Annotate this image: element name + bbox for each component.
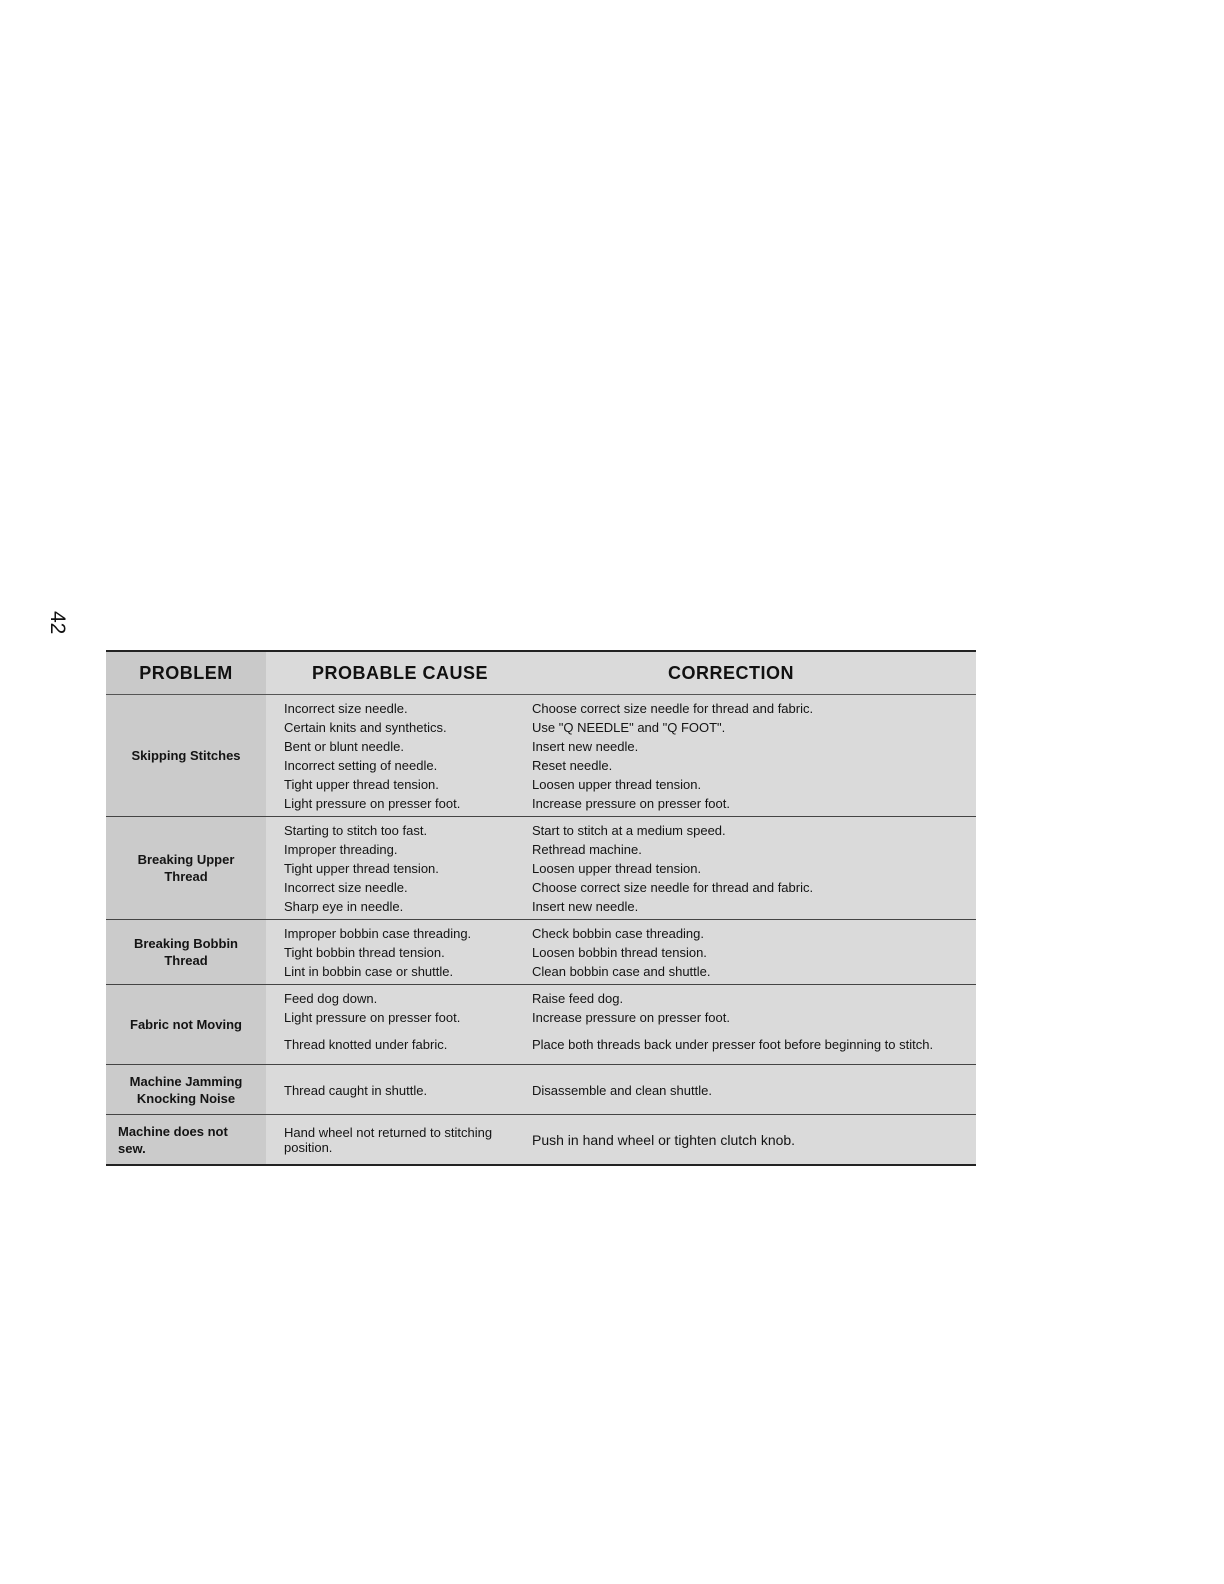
correction-cell: Loosen upper thread tension. — [532, 777, 702, 792]
table-row — [266, 737, 976, 756]
page-number: 42 — [46, 611, 69, 635]
correction-cell: Push in hand wheel or tighten clutch knob. — [532, 1131, 796, 1148]
table-row — [266, 1119, 976, 1161]
problem-label: Fabric not Moving — [106, 985, 266, 1064]
cause-cell: Tight upper thread tension. — [284, 777, 439, 792]
cause-cell: Hand wheel not returned to stitching position. — [284, 1125, 493, 1155]
table-row — [266, 794, 976, 813]
cause-cell: Thread knotted under fabric. — [284, 1036, 448, 1052]
correction-cell: Check bobbin case threading. — [532, 926, 705, 941]
correction-cell: Raise feed dog. — [532, 991, 624, 1006]
cause-cell: Incorrect size needle. — [284, 701, 408, 716]
correction-cell: Use "Q NEEDLE" and "Q FOOT". — [532, 720, 726, 735]
correction-cell: Loosen bobbin thread tension. — [532, 945, 707, 960]
table-row — [266, 1027, 976, 1061]
header-problem: PROBLEM — [106, 652, 266, 694]
correction-cell: Reset needle. — [532, 758, 613, 773]
problem-label: Machine Jamming Knocking Noise — [106, 1065, 266, 1114]
problem-group — [106, 695, 976, 817]
cause-cell: Improper bobbin case threading. — [284, 926, 472, 941]
correction-cell: Clean bobbin case and shuttle. — [532, 964, 711, 979]
correction-cell: Disassemble and clean shuttle. — [532, 1082, 712, 1098]
table-row — [266, 989, 976, 1008]
cause-cell: Incorrect size needle. — [284, 880, 408, 895]
table-header — [106, 652, 976, 695]
table-row — [266, 878, 976, 897]
table-row — [266, 943, 976, 962]
cause-cell: Lint in bobbin case or shuttle. — [284, 964, 454, 979]
problem-label: Machine does not sew. — [106, 1115, 266, 1164]
table-row — [266, 821, 976, 840]
correction-cell: Increase pressure on presser foot. — [532, 796, 730, 811]
correction-cell: Start to stitch at a medium speed. — [532, 823, 726, 838]
correction-cell: Loosen upper thread tension. — [532, 861, 702, 876]
correction-cell: Insert new needle. — [532, 739, 639, 754]
cause-cell: Starting to stitch too fast. — [284, 823, 428, 838]
cause-cell: Bent or blunt needle. — [284, 739, 404, 754]
table-row — [266, 897, 976, 916]
cause-cell: Sharp eye in needle. — [284, 899, 404, 914]
cause-cell: Light pressure on presser foot. — [284, 1010, 461, 1025]
table-row — [266, 775, 976, 794]
header-cause: PROBABLE CAUSE — [312, 662, 489, 683]
table-row — [266, 699, 976, 718]
correction-cell: Choose correct size needle for thread and fabric. — [532, 880, 814, 895]
header-correction: CORRECTION — [668, 662, 794, 683]
cause-cell: Incorrect setting of needle. — [284, 758, 438, 773]
correction-cell: Place both threads back under presser foot before beginning to stitch. — [532, 1036, 934, 1052]
table-row — [266, 756, 976, 775]
correction-cell: Choose correct size needle for thread and fabric. — [532, 701, 814, 716]
table-row — [266, 859, 976, 878]
cause-cell: Certain knits and synthetics. — [284, 720, 447, 735]
problem-label: Breaking Bobbin Thread — [106, 920, 266, 984]
table-row — [266, 718, 976, 737]
cause-cell: Thread caught in shuttle. — [284, 1082, 428, 1098]
table-row — [266, 840, 976, 859]
cause-cell: Tight bobbin thread tension. — [284, 945, 445, 960]
problem-group — [106, 1065, 976, 1115]
problem-group — [106, 1115, 976, 1164]
problem-group — [106, 817, 976, 920]
correction-cell: Insert new needle. — [532, 899, 639, 914]
table-row — [266, 962, 976, 981]
correction-cell: Increase pressure on presser foot. — [532, 1010, 730, 1025]
problem-label: Skipping Stitches — [106, 695, 266, 816]
problem-group — [106, 920, 976, 985]
problem-label: Breaking Upper Thread — [106, 817, 266, 919]
cause-cell: Tight upper thread tension. — [284, 861, 439, 876]
cause-cell: Improper threading. — [284, 842, 398, 857]
table-row — [266, 924, 976, 943]
correction-cell: Rethread machine. — [532, 842, 642, 857]
cause-cell: Feed dog down. — [284, 991, 378, 1006]
problem-group — [106, 985, 976, 1065]
troubleshooting-table — [106, 650, 976, 1166]
table-row — [266, 1069, 976, 1111]
cause-cell: Light pressure on presser foot. — [284, 796, 461, 811]
table-row — [266, 1008, 976, 1027]
